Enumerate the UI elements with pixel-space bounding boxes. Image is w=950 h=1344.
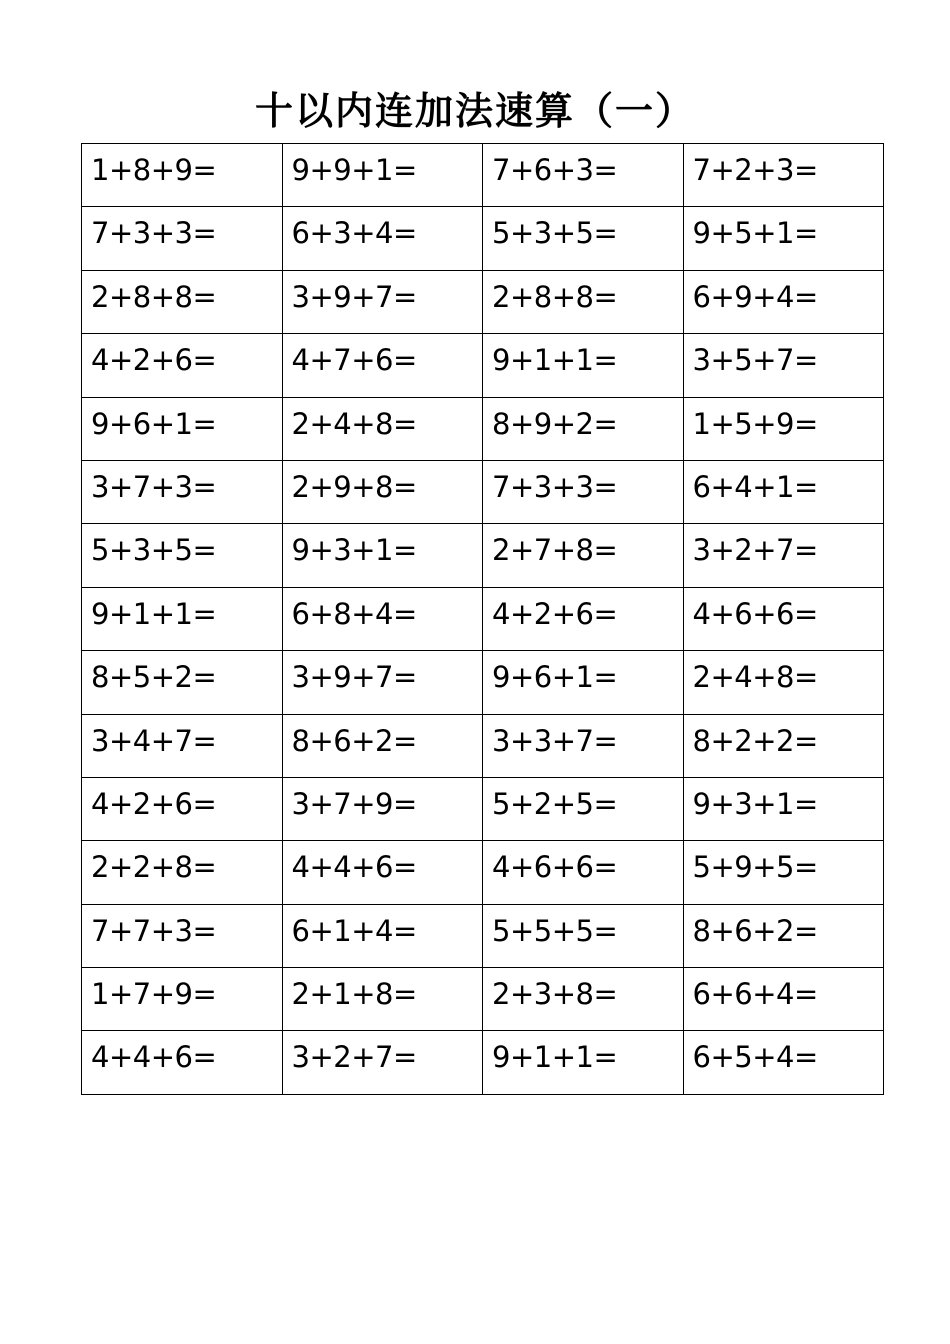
problem-text: 3+9+7= bbox=[291, 660, 417, 695]
problem-cell bbox=[282, 270, 483, 333]
problem-cell bbox=[282, 651, 483, 714]
problem-cell bbox=[683, 714, 884, 777]
problem-cell bbox=[282, 904, 483, 967]
problem-text: 3+4+7= bbox=[91, 723, 217, 758]
problem-cell bbox=[683, 270, 884, 333]
problem-text: 1+5+9= bbox=[692, 406, 818, 441]
problem-cell bbox=[282, 334, 483, 397]
problem-cell bbox=[683, 651, 884, 714]
problem-text: 4+6+6= bbox=[492, 850, 618, 885]
problem-row bbox=[82, 968, 884, 1031]
problem-cell bbox=[282, 1031, 483, 1094]
problem-cell bbox=[282, 397, 483, 460]
problem-text: 9+3+1= bbox=[692, 786, 818, 821]
problem-text: 3+3+7= bbox=[492, 723, 618, 758]
problem-cell bbox=[483, 714, 684, 777]
problem-cell bbox=[483, 968, 684, 1031]
problem-text: 9+1+1= bbox=[492, 343, 618, 378]
problem-cell bbox=[82, 460, 283, 523]
problem-text: 2+8+8= bbox=[91, 279, 217, 314]
problem-text: 9+1+1= bbox=[91, 596, 217, 631]
problem-cell bbox=[82, 904, 283, 967]
problem-cell bbox=[483, 841, 684, 904]
problem-row bbox=[82, 397, 884, 460]
problem-cell bbox=[282, 714, 483, 777]
problem-grid-body bbox=[82, 144, 884, 1095]
problem-cell bbox=[82, 777, 283, 840]
problem-cell bbox=[282, 524, 483, 587]
problem-text: 8+6+2= bbox=[692, 913, 818, 948]
problem-cell bbox=[683, 587, 884, 650]
problem-cell bbox=[483, 1031, 684, 1094]
problem-cell bbox=[483, 270, 684, 333]
problem-text: 2+8+8= bbox=[492, 279, 618, 314]
problem-row bbox=[82, 334, 884, 397]
problem-cell bbox=[683, 397, 884, 460]
problem-text: 2+1+8= bbox=[291, 977, 417, 1012]
problem-cell bbox=[82, 524, 283, 587]
problem-text: 9+6+1= bbox=[91, 406, 217, 441]
problem-text: 5+3+5= bbox=[91, 533, 217, 568]
problem-row bbox=[82, 904, 884, 967]
problem-text: 2+2+8= bbox=[91, 850, 217, 885]
problem-text: 8+6+2= bbox=[291, 723, 417, 758]
problem-row bbox=[82, 841, 884, 904]
problem-text: 9+1+1= bbox=[492, 1040, 618, 1075]
problem-text: 4+4+6= bbox=[291, 850, 417, 885]
problem-cell bbox=[82, 651, 283, 714]
problem-cell bbox=[483, 904, 684, 967]
problem-row bbox=[82, 714, 884, 777]
problem-cell bbox=[683, 207, 884, 270]
problem-cell bbox=[483, 207, 684, 270]
problem-text: 1+7+9= bbox=[91, 977, 217, 1012]
problem-grid bbox=[81, 143, 884, 1095]
problem-text: 3+7+9= bbox=[291, 786, 417, 821]
problem-text: 8+2+2= bbox=[692, 723, 818, 758]
problem-cell bbox=[483, 587, 684, 650]
problem-cell bbox=[82, 397, 283, 460]
problem-cell bbox=[282, 968, 483, 1031]
problem-cell bbox=[282, 144, 483, 207]
problem-text: 5+3+5= bbox=[492, 216, 618, 251]
problem-text: 1+8+9= bbox=[91, 153, 217, 187]
problem-cell bbox=[82, 841, 283, 904]
problem-row bbox=[82, 777, 884, 840]
problem-text: 5+5+5= bbox=[492, 913, 618, 948]
problem-row bbox=[82, 524, 884, 587]
problem-text: 4+2+6= bbox=[492, 596, 618, 631]
problem-text: 6+6+4= bbox=[692, 977, 818, 1012]
problem-text: 9+5+1= bbox=[692, 216, 818, 251]
problem-text: 3+9+7= bbox=[291, 279, 417, 314]
problem-text: 7+7+3= bbox=[91, 913, 217, 948]
problem-text: 6+3+4= bbox=[291, 216, 417, 251]
problem-text: 4+7+6= bbox=[291, 343, 417, 378]
problem-cell bbox=[483, 334, 684, 397]
problem-text: 2+3+8= bbox=[492, 977, 618, 1012]
worksheet-title: 十以内连加法速算（一） bbox=[254, 88, 695, 134]
problem-text: 7+2+3= bbox=[692, 153, 818, 187]
problem-text: 2+4+8= bbox=[692, 660, 818, 695]
problem-cell bbox=[483, 651, 684, 714]
problem-cell bbox=[683, 904, 884, 967]
problem-text: 3+5+7= bbox=[692, 343, 818, 378]
problem-text: 4+2+6= bbox=[91, 786, 217, 821]
problem-cell bbox=[282, 460, 483, 523]
problem-cell bbox=[282, 207, 483, 270]
problem-cell bbox=[483, 460, 684, 523]
problem-text: 9+3+1= bbox=[291, 533, 417, 568]
problem-cell bbox=[683, 524, 884, 587]
problem-text: 7+3+3= bbox=[492, 469, 618, 504]
problem-text: 6+1+4= bbox=[291, 913, 417, 948]
problem-cell bbox=[282, 587, 483, 650]
problem-text: 7+3+3= bbox=[91, 216, 217, 251]
problem-text: 7+6+3= bbox=[492, 153, 618, 187]
problem-text: 3+2+7= bbox=[291, 1040, 417, 1075]
problem-cell bbox=[483, 144, 684, 207]
problem-text: 4+2+6= bbox=[91, 343, 217, 378]
problem-cell bbox=[82, 334, 283, 397]
problem-cell bbox=[683, 777, 884, 840]
problem-cell bbox=[82, 270, 283, 333]
problem-text: 2+9+8= bbox=[291, 469, 417, 504]
problem-cell bbox=[683, 334, 884, 397]
problem-row bbox=[82, 460, 884, 523]
problem-cell bbox=[483, 524, 684, 587]
problem-text: 9+6+1= bbox=[492, 660, 618, 695]
problem-text: 6+8+4= bbox=[291, 596, 417, 631]
problem-cell bbox=[483, 777, 684, 840]
problem-cell bbox=[82, 714, 283, 777]
problem-cell bbox=[483, 397, 684, 460]
problem-text: 2+7+8= bbox=[492, 533, 618, 568]
problem-text: 6+5+4= bbox=[692, 1040, 818, 1075]
problem-cell bbox=[82, 144, 283, 207]
problem-text: 3+7+3= bbox=[91, 469, 217, 504]
problem-text: 6+9+4= bbox=[692, 279, 818, 314]
problem-text: 5+2+5= bbox=[492, 786, 618, 821]
problem-cell bbox=[282, 777, 483, 840]
problem-text: 8+5+2= bbox=[91, 660, 217, 695]
problem-row bbox=[82, 270, 884, 333]
problem-cell bbox=[82, 968, 283, 1031]
problem-text: 4+6+6= bbox=[692, 596, 818, 631]
problem-cell bbox=[683, 841, 884, 904]
problem-text: 3+2+7= bbox=[692, 533, 818, 568]
problem-row bbox=[82, 207, 884, 270]
problem-cell bbox=[282, 841, 483, 904]
problem-row bbox=[82, 587, 884, 650]
problem-row bbox=[82, 144, 884, 207]
problem-text: 8+9+2= bbox=[492, 406, 618, 441]
problem-text: 5+9+5= bbox=[692, 850, 818, 885]
problem-text: 2+4+8= bbox=[291, 406, 417, 441]
problem-cell bbox=[82, 587, 283, 650]
problem-text: 9+9+1= bbox=[291, 153, 417, 187]
problem-cell bbox=[683, 144, 884, 207]
problem-cell bbox=[82, 207, 283, 270]
problem-row bbox=[82, 651, 884, 714]
problem-cell bbox=[683, 460, 884, 523]
problem-row bbox=[82, 1031, 884, 1094]
problem-cell bbox=[82, 1031, 283, 1094]
problem-text: 6+4+1= bbox=[692, 469, 818, 504]
problem-cell bbox=[683, 968, 884, 1031]
problem-cell bbox=[683, 1031, 884, 1094]
problem-text: 4+4+6= bbox=[91, 1040, 217, 1075]
